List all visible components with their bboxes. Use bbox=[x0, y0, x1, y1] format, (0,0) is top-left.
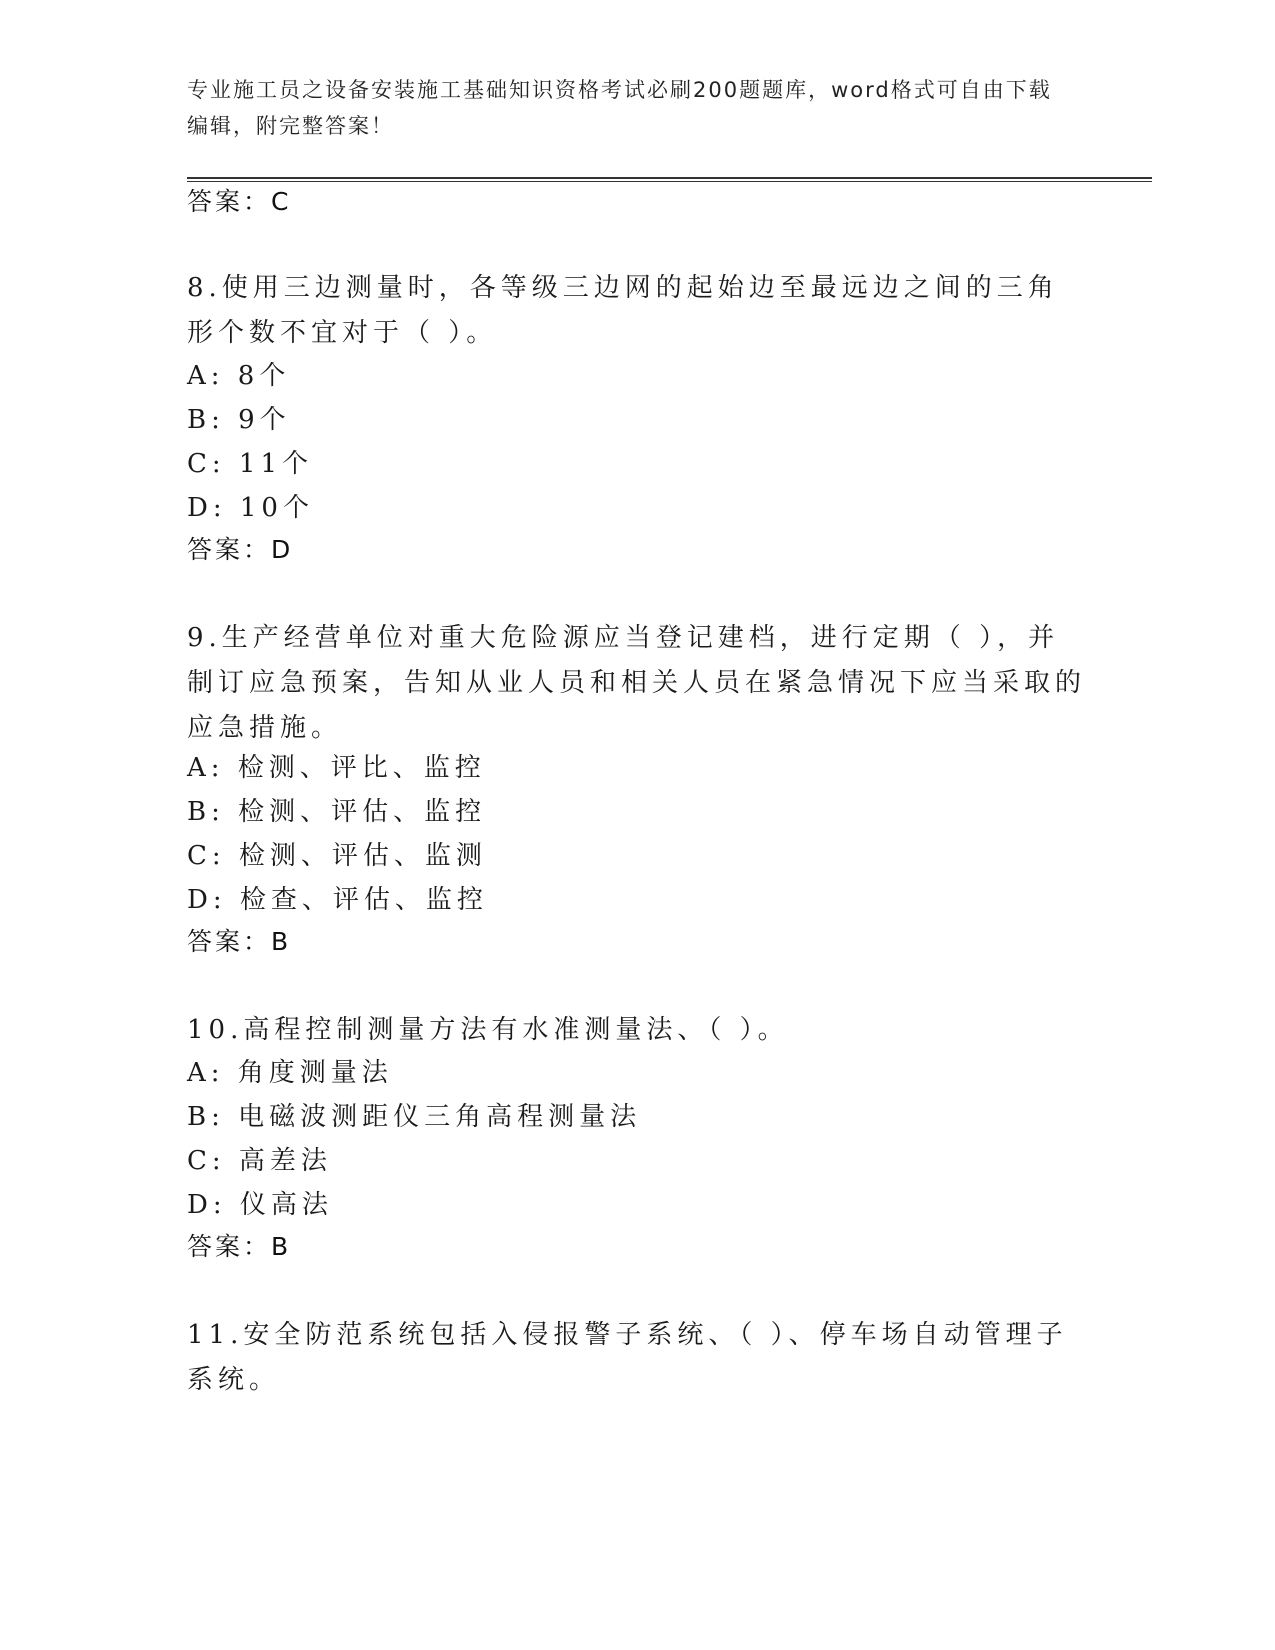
header-divider bbox=[187, 177, 1152, 182]
answer-q9: 答案：B bbox=[187, 927, 292, 956]
question-11: 11.安全防范系统包括入侵报警子系统、（ ）、停车场自动管理子系统。 bbox=[187, 1320, 1068, 1395]
question-8-option-d: D: 10个 bbox=[187, 493, 314, 523]
question-9-option-a: A: 检测、评比、监控 bbox=[187, 753, 486, 783]
question-8-option-a: A: 8个 bbox=[187, 361, 291, 391]
answer-q10: 答案：B bbox=[187, 1232, 292, 1261]
question-10-option-d: D: 仪高法 bbox=[187, 1190, 333, 1220]
document-header: 专业施工员之设备安装施工基础知识资格考试必刷200题题库，word格式可自由下载编辑，附完整答案！ bbox=[187, 78, 1052, 138]
question-8-option-b: B: 9个 bbox=[187, 405, 291, 435]
question-9: 9.生产经营单位对重大危险源应当登记建档，进行定期（ ），并制订应急预案，告知从业人员和相关人员在紧急情况下应当采取的应急措施。 bbox=[187, 623, 1087, 743]
question-10-option-b: B: 电磁波测距仪三角高程测量法 bbox=[187, 1102, 642, 1132]
question-10-option-a: A: 角度测量法 bbox=[187, 1058, 393, 1088]
question-9-option-d: D: 检查、评估、监控 bbox=[187, 885, 488, 915]
answer-q7: 答案：C bbox=[187, 187, 292, 216]
question-8-option-c: C: 11个 bbox=[187, 449, 314, 479]
question-9-option-b: B: 检测、评估、监控 bbox=[187, 797, 487, 827]
question-10-option-c: C: 高差法 bbox=[187, 1146, 332, 1176]
question-8: 8.使用三边测量时，各等级三边网的起始边至最远边之间的三角形个数不宜对于（ ）。 bbox=[187, 273, 1059, 348]
answer-q8: 答案：D bbox=[187, 535, 294, 564]
question-9-option-c: C: 检测、评估、监测 bbox=[187, 841, 487, 871]
question-10: 10.高程控制测量方法有水准测量法、（ ）。 bbox=[187, 1015, 789, 1045]
